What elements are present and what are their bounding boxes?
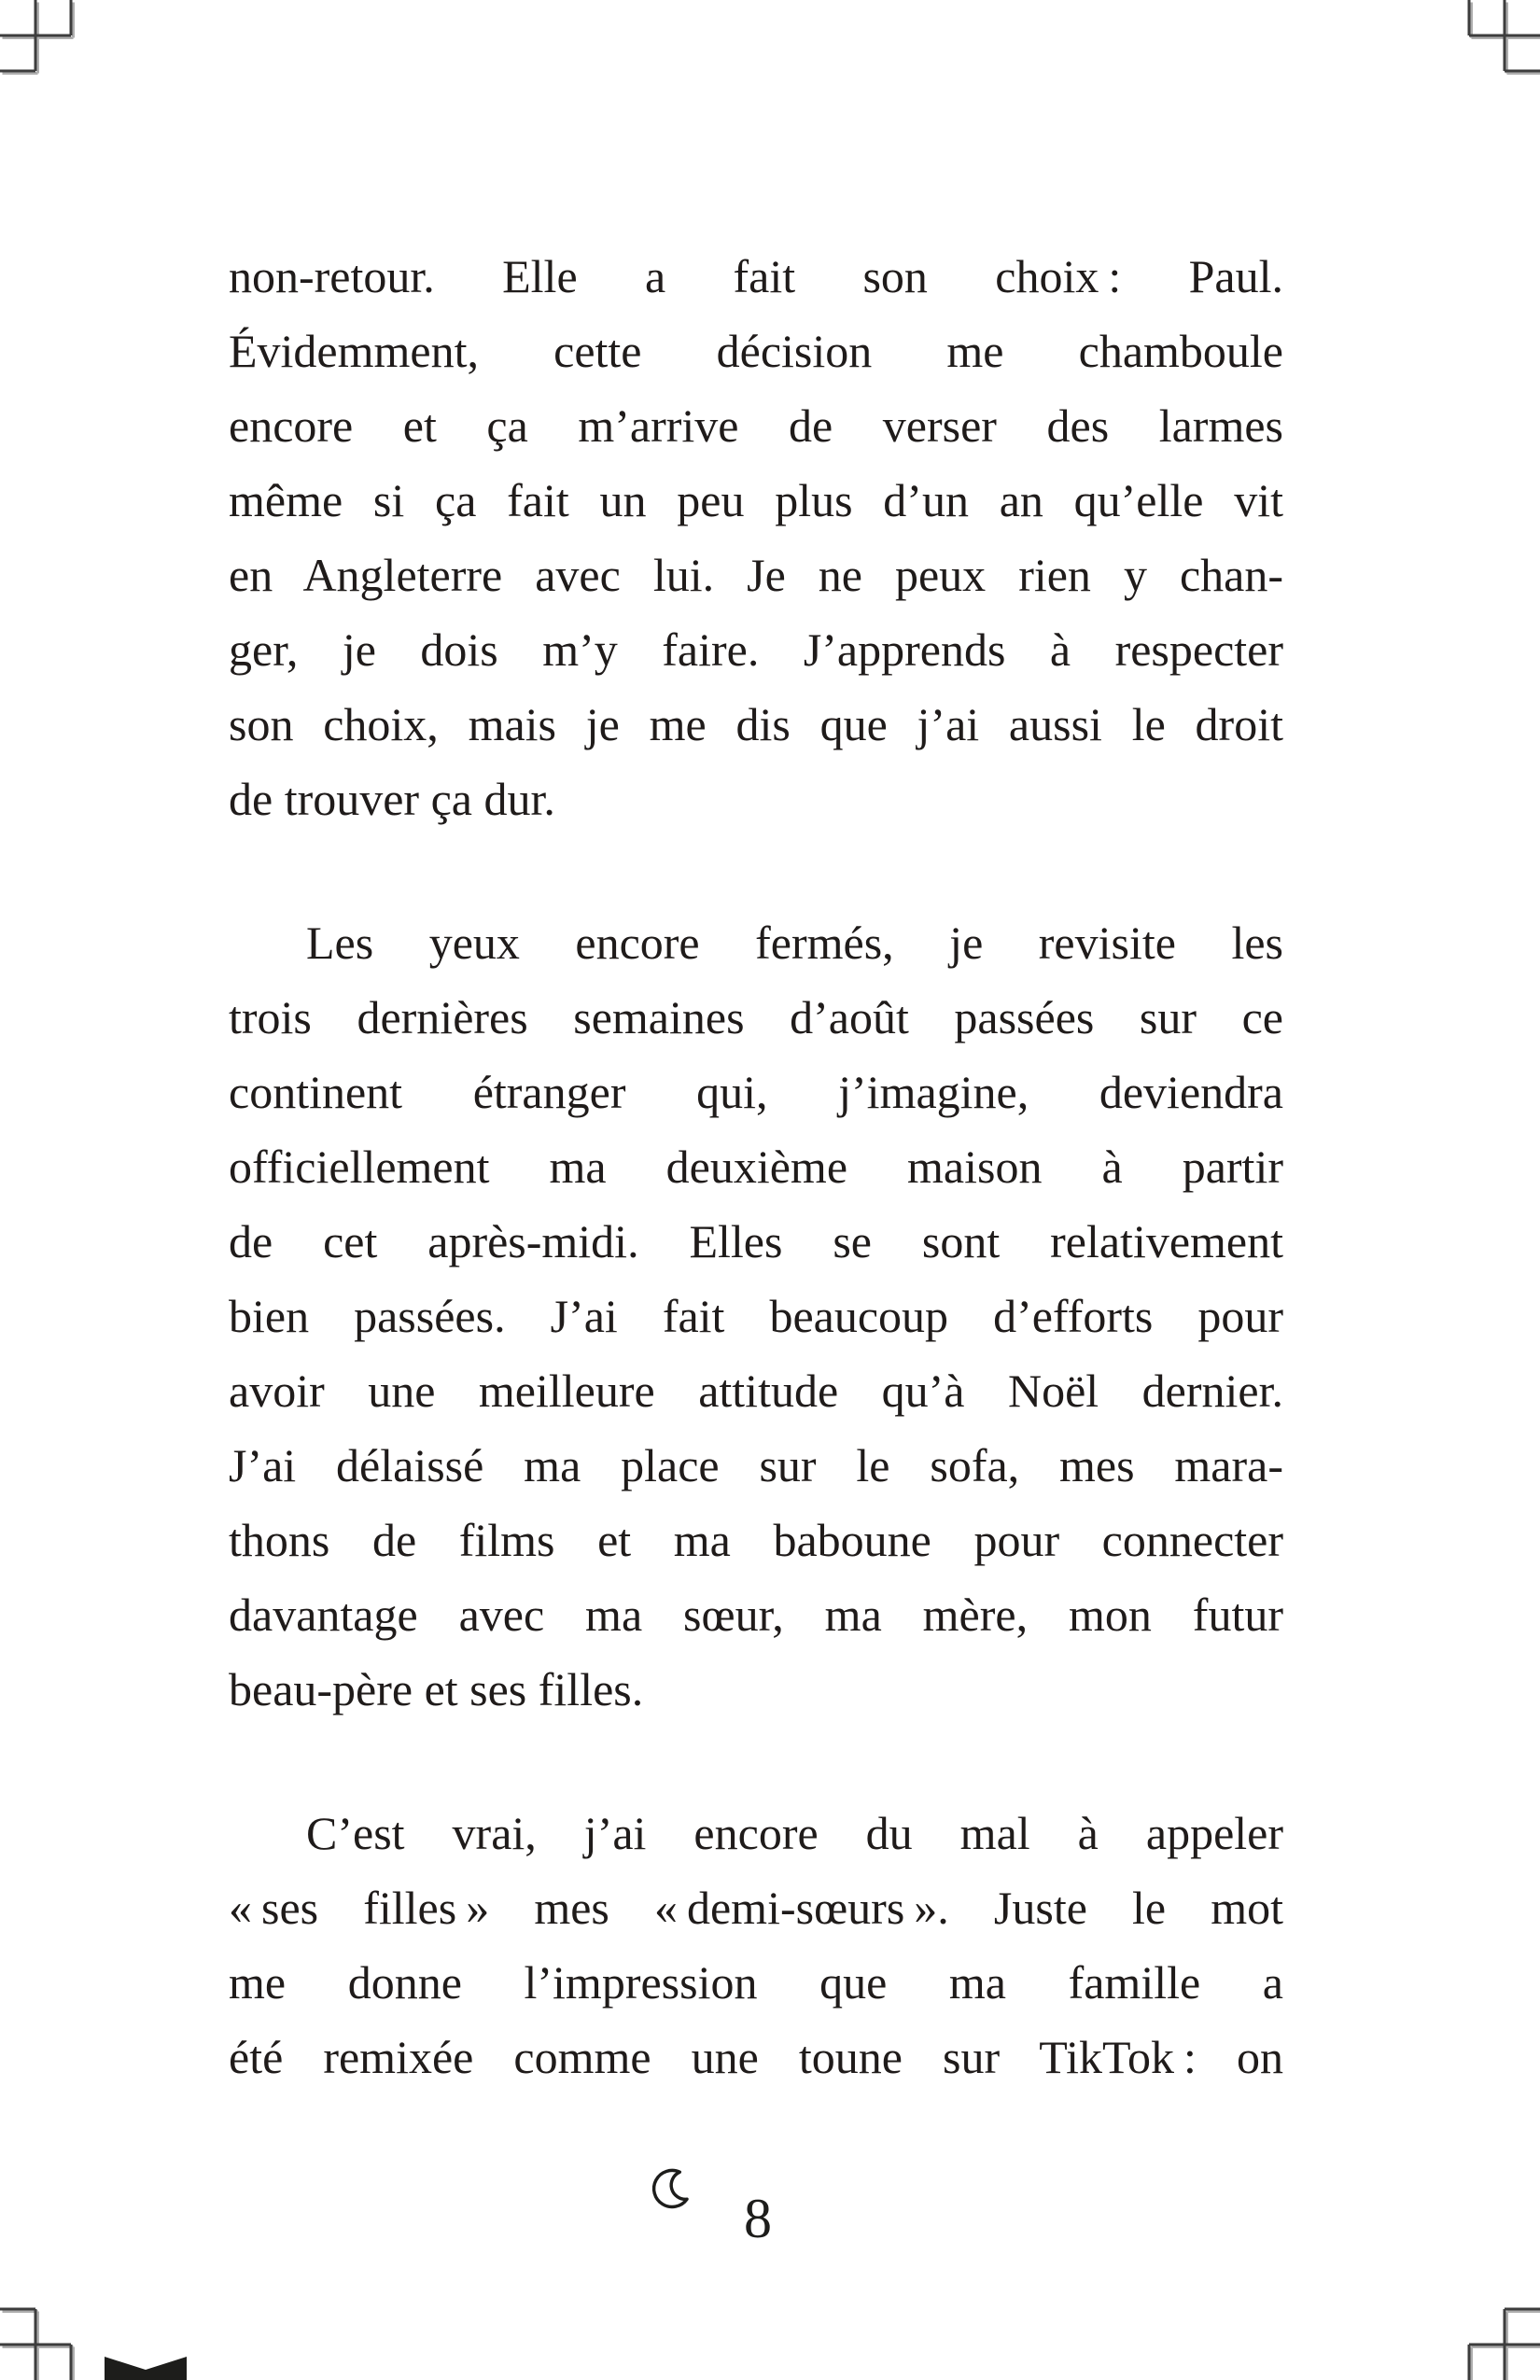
- text-line: « ses filles » mes « demi-sœurs ». Juste le mot: [229, 1882, 1283, 1934]
- text-line: thons de films et ma baboune pour connecter: [229, 1514, 1283, 1566]
- text-line: me donne l’impression que ma famille a: [229, 1956, 1283, 2009]
- crop-mark-top-right-icon: [1469, 0, 1540, 71]
- paragraph: [229, 1796, 1283, 2094]
- text-line: non-retour. Elle a fait son choix : Paul.: [229, 250, 1283, 302]
- text-line: Évidemment, cette décision me chamboule: [229, 325, 1283, 377]
- text-line: Les yeux encore fermés, je revisite les: [306, 917, 1283, 969]
- text-line: bien passées. J’ai fait beaucoup d’efforts pour: [229, 1290, 1283, 1342]
- page-number: 8: [744, 2188, 772, 2249]
- text-line: continent étranger qui, j’imagine, deviendra: [229, 1066, 1283, 1118]
- text-line: davantage avec ma sœur, ma mère, mon futur: [229, 1589, 1283, 1641]
- text-line: en Angleterre avec lui. Je ne peux rien y chan-: [229, 549, 1283, 601]
- text-line: trois dernières semaines d’août passées sur ce: [229, 991, 1283, 1043]
- text-line: de cet après-midi. Elles se sont relativement: [229, 1215, 1283, 1267]
- text-line: été remixée comme une toune sur TikTok : on: [229, 2031, 1283, 2083]
- text-line: J’ai délaissé ma place sur le sofa, mes mara-: [229, 1439, 1283, 1491]
- text-line: C’est vrai, j’ai encore du mal à appeler: [306, 1807, 1283, 1859]
- crop-mark-top-left-icon: [0, 0, 71, 71]
- text-line: avoir une meilleure attitude qu’à Noël dernier.: [229, 1365, 1283, 1417]
- paragraph: [229, 905, 1283, 1727]
- crescent-moon-icon: [648, 2163, 696, 2214]
- text-line: beau-père et ses filles.: [229, 1663, 644, 1715]
- body-text: [229, 239, 1283, 2094]
- text-line: ger, je dois m’y faire. J’apprends à respecter: [229, 623, 1283, 676]
- paragraph: [229, 239, 1283, 836]
- text-line: de trouver ça dur.: [229, 773, 555, 825]
- text-line: même si ça fait un peu plus d’un an qu’elle vit: [229, 474, 1283, 526]
- crop-mark-bottom-left-icon: [0, 2309, 71, 2380]
- text-line: son choix, mais je me dis que j’ai aussi le droit: [229, 698, 1283, 750]
- crop-mark-bottom-right-icon: [1469, 2309, 1540, 2380]
- text-line: encore et ça m’arrive de verser des larmes: [229, 399, 1283, 452]
- text-line: officiellement ma deuxième maison à partir: [229, 1141, 1283, 1193]
